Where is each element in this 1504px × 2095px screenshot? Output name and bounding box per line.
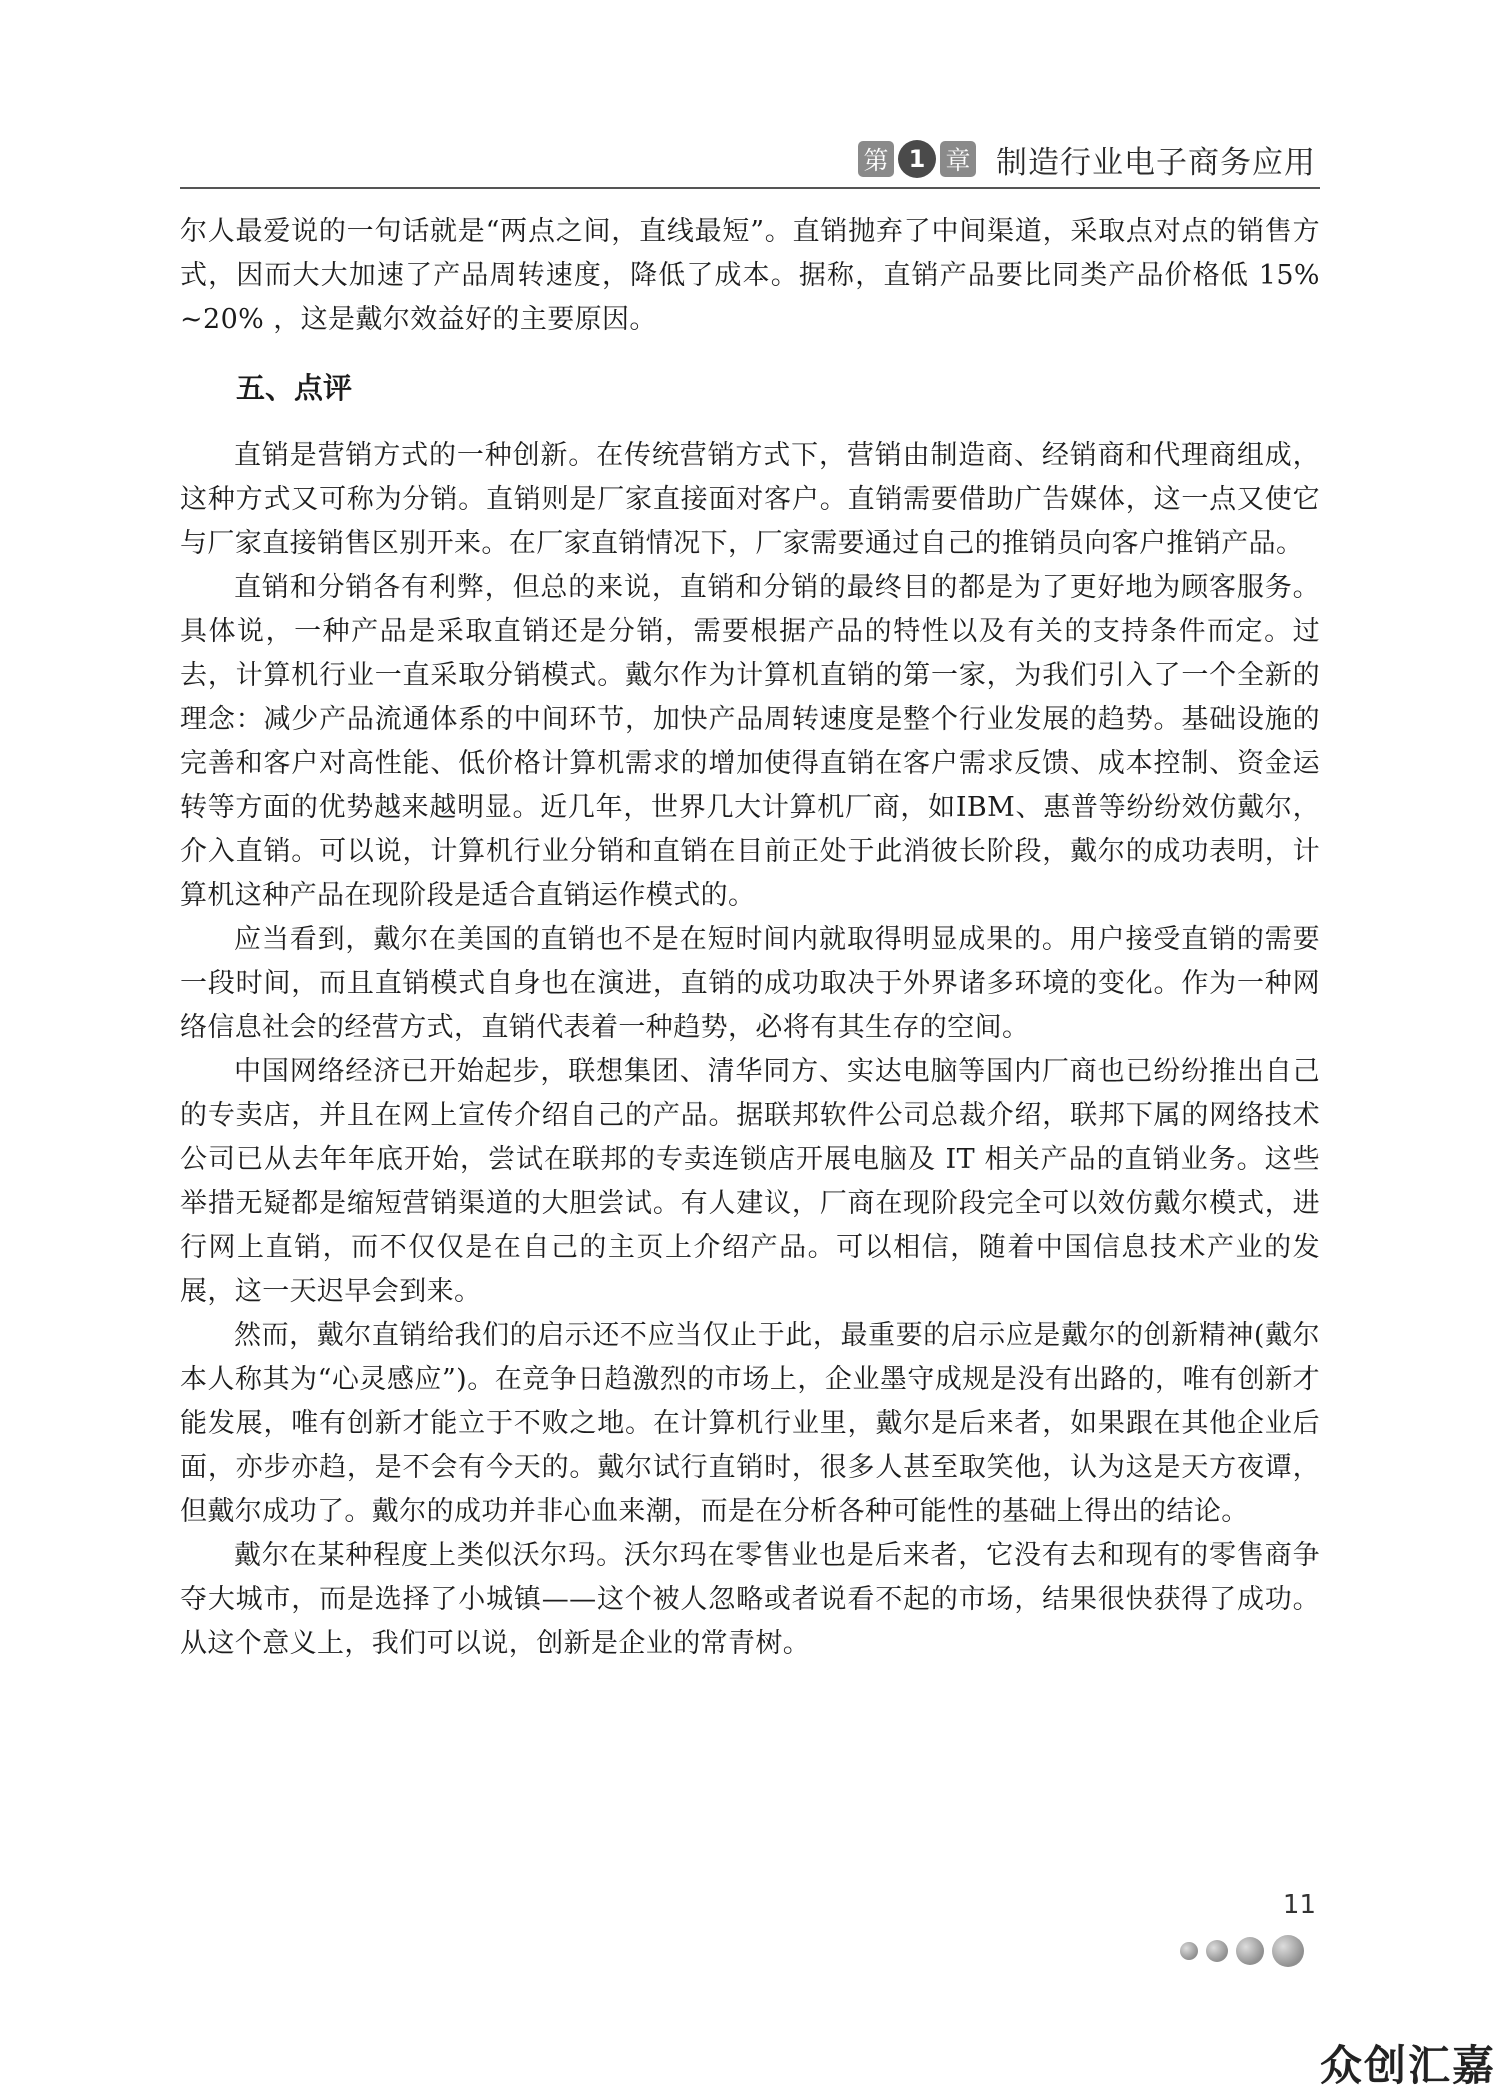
paragraph-5: 然而，戴尔直销给我们的启示还不应当仅止于此，最重要的启示应是戴尔的创新精神(戴尔本人称其为“心灵感应”)。在竞争日趋激烈的市场上，企业墨守成规是没有出路的，唯有创新才能发展，唯有创新才能立于不败之地。在计算机行业里，戴尔是后来者，如果跟在其他企业后面，亦步亦趋，是不会有今天的。戴尔试行直销时，很多人甚至取笑他，认为这是天方夜谭，但戴尔成功了。戴尔的成功并非心血来潮，而是在分析各种可能性的基础上得出的结论。 (180, 1320, 1320, 1527)
chapter-title: 制造行业电子商务应用 (996, 144, 1316, 181)
paragraph-1: 直销是营销方式的一种创新。在传统营销方式下，营销由制造商、经销商和代理商组成，这种方式又可称为分销。直销则是厂家直接面对客户。直销需要借助广告媒体，这一点又使它与厂家直接销售区别开来。在厂家直销情况下，厂家需要通过自己的推销员向客户推销产品。 (180, 440, 1320, 559)
dot-icon (1272, 1935, 1304, 1967)
paragraph-3: 应当看到，戴尔在美国的直销也不是在短时间内就取得明显成果的。用户接受直销的需要一段时间，而且直销模式自身也在演进，直销的成功取决于外界诸多环境的变化。作为一种网络信息社会的经营方式，直销代表着一种趋势，必将有其生存的空间。 (180, 924, 1320, 1043)
chapter-suffix: 章 (940, 141, 976, 177)
running-header (180, 135, 1320, 189)
intro-paragraph: 尔人最爱说的一句话就是“两点之间，直线最短”。直销抛弃了中间渠道，采取点对点的销售方式，因而大大加速了产品周转速度，降低了成本。据称，直销产品要比同类产品价格低 15% ~20% ，这是戴尔效益好的主要原因。 (180, 216, 1320, 335)
chapter-prefix: 第 (858, 141, 894, 177)
chapter-number-badge: 1 (898, 140, 936, 178)
dot-icon (1206, 1940, 1228, 1962)
page-body (180, 210, 1320, 1666)
paragraph-2: 直销和分销各有利弊，但总的来说，直销和分销的最终目的都是为了更好地为顾客服务。具体说，一种产品是采取直销还是分销，需要根据产品的特性以及有关的支持条件而定。过去，计算机行业一直采取分销模式。戴尔作为计算机直销的第一家，为我们引入了一个全新的理念：减少产品流通体系的中间环节，加快产品周转速度是整个行业发展的趋势。基础设施的完善和客户对高性能、低价格计算机需求的增加使得直销在客户需求反馈、成本控制、资金运转等方面的优势越来越明显。近几年，世界几大计算机厂商，如IBM、惠普等纷纷效仿戴尔，介入直销。可以说，计算机行业分销和直销在目前正处于此消彼长阶段，戴尔的成功表明，计算机这种产品在现阶段是适合直销运作模式的。 (180, 572, 1320, 911)
dot-icon (1236, 1937, 1264, 1965)
page-number: 11 (1282, 1890, 1316, 1920)
dot-icon (1180, 1942, 1198, 1960)
paragraph-4: 中国网络经济已开始起步，联想集团、清华同方、实达电脑等国内厂商也已纷纷推出自己的专卖店，并且在网上宣传介绍自己的产品。据联邦软件公司总裁介绍，联邦下属的网络技术公司已从去年年底开始，尝试在联邦的专卖连锁店开展电脑及 IT 相关产品的直销业务。这些举措无疑都是缩短营销渠道的大胆尝试。有人建议，厂商在现阶段完全可以效仿戴尔模式，进行网上直销，而不仅仅是在自己的主页上介绍产品。可以相信，随着中国信息技术产业的发展，这一天迟早会到来。 (180, 1056, 1320, 1307)
chapter-label (858, 135, 1316, 183)
decorative-dots (1180, 1935, 1304, 1967)
paragraph-6: 戴尔在某种程度上类似沃尔玛。沃尔玛在零售业也是后来者，它没有去和现有的零售商争夺大城市，而是选择了小城镇——这个被人忽略或者说看不起的市场，结果很快获得了成功。从这个意义上，我们可以说，创新是企业的常青树。 (180, 1540, 1320, 1659)
watermark-logo: 众创汇嘉 (1319, 2041, 1496, 2090)
section-heading: 五、点评 (236, 371, 353, 405)
